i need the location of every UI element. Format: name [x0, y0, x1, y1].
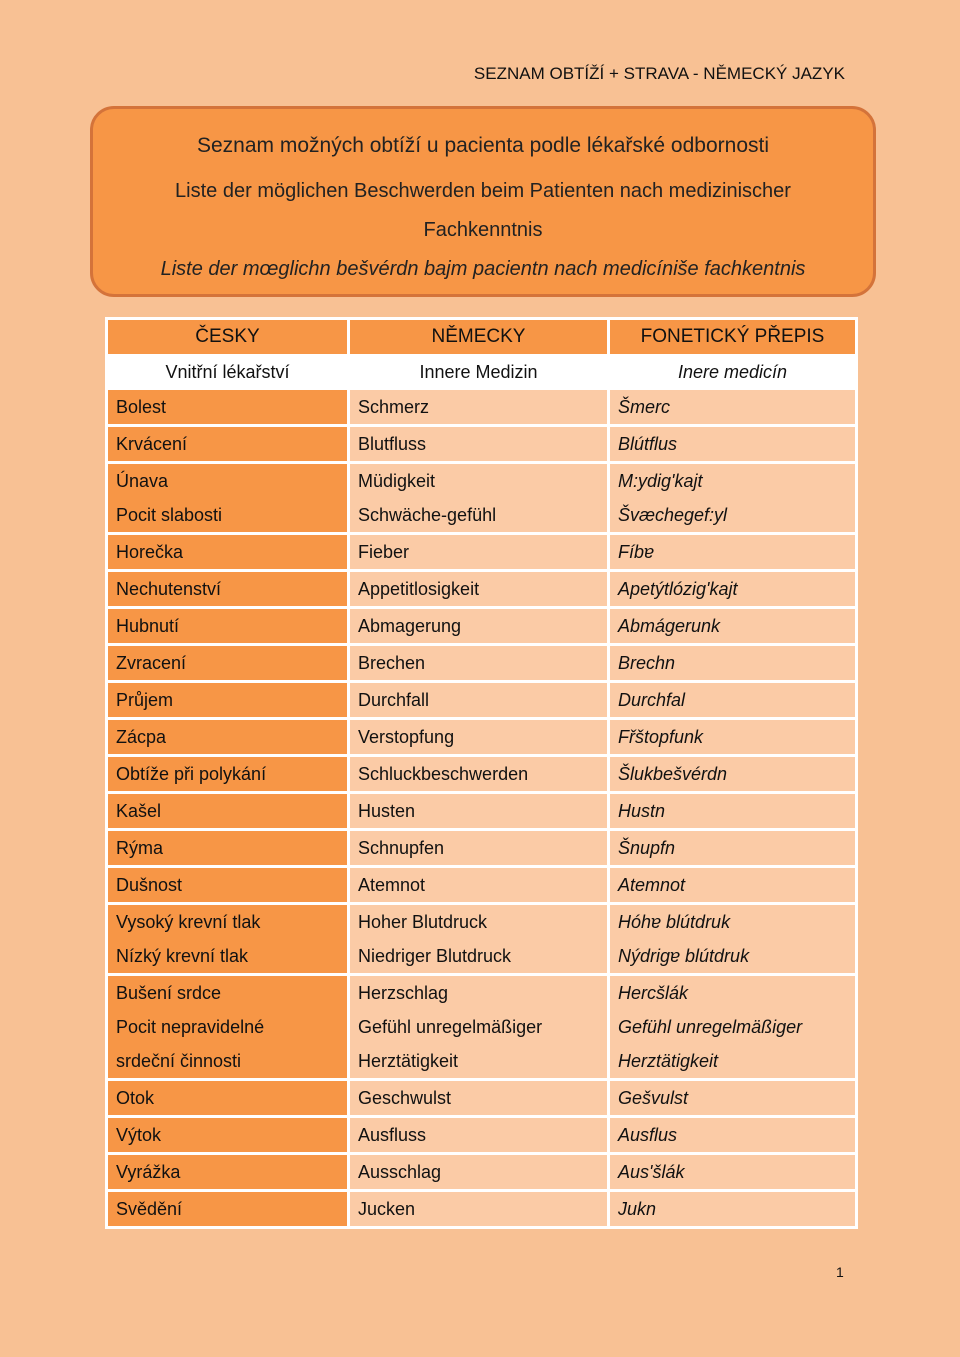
cell-line: Hustn	[618, 801, 666, 821]
cell-german	[349, 645, 609, 682]
cell-line: Husten	[358, 801, 416, 821]
title-czech: Seznam možných obtíží u pacienta podle lékařské odbornosti	[197, 134, 769, 157]
cell-line: Hóhɐ blútdruk	[618, 912, 731, 932]
cell-line: Kašel	[116, 801, 162, 821]
cell-line: Gešvulst	[618, 1088, 689, 1108]
cell-phonetic	[609, 463, 857, 534]
cell-line: Blútflus	[618, 434, 678, 454]
cell-phonetic	[609, 682, 857, 719]
cell-line: Ausflus	[618, 1125, 678, 1145]
section-row	[107, 356, 857, 389]
cell-line: Horečka	[116, 542, 184, 562]
cell-czech	[107, 426, 349, 463]
cell-czech	[107, 1080, 349, 1117]
table-row	[107, 645, 857, 682]
cell-line: Nýdrigɐ blútdruk	[618, 946, 750, 966]
cell-phonetic	[609, 904, 857, 975]
header-czech: ČESKY	[107, 319, 349, 356]
cell-line: Krvácení	[116, 434, 188, 454]
cell-czech	[107, 645, 349, 682]
cell-german	[349, 867, 609, 904]
cell-line: Apetýtlózig'kajt	[618, 579, 738, 599]
table-row	[107, 682, 857, 719]
cell-line: Herztätigkeit	[358, 1051, 459, 1071]
cell-german	[349, 463, 609, 534]
cell-phonetic	[609, 793, 857, 830]
cell-line: Jukn	[618, 1199, 657, 1219]
cell-line: Zácpa	[116, 727, 167, 747]
cell-line: Nechutenství	[116, 579, 222, 599]
cell-line: Atemnot	[618, 875, 686, 895]
cell-line: Fíbɐ	[618, 542, 655, 562]
cell-phonetic	[609, 830, 857, 867]
cell-line: Fřštopfunk	[618, 727, 704, 747]
cell-german	[349, 534, 609, 571]
cell-czech	[107, 389, 349, 426]
table-row	[107, 426, 857, 463]
table-row	[107, 571, 857, 608]
page-number: 1	[836, 1264, 844, 1280]
cell-phonetic	[609, 608, 857, 645]
cell-phonetic	[609, 719, 857, 756]
cell-czech	[107, 608, 349, 645]
cell-german	[349, 904, 609, 975]
vocabulary-table	[105, 317, 858, 1229]
cell-line: Zvracení	[116, 653, 187, 673]
cell-line: Blutfluss	[358, 434, 427, 454]
cell-german	[349, 682, 609, 719]
cell-line: Hoher Blutdruck	[358, 912, 488, 932]
cell-line: Durchfal	[618, 690, 686, 710]
cell-german	[349, 975, 609, 1080]
cell-line: Atemnot	[358, 875, 426, 895]
table-row	[107, 830, 857, 867]
cell-line: Obtíže při polykání	[116, 764, 267, 784]
cell-german	[349, 1117, 609, 1154]
cell-line: Abmagerung	[358, 616, 462, 636]
cell-german	[349, 1154, 609, 1191]
cell-line: Šlukbešvérdn	[618, 764, 728, 784]
cell-line: Verstopfung	[358, 727, 455, 747]
cell-line: Dušnost	[116, 875, 183, 895]
cell-czech	[107, 682, 349, 719]
cell-german	[349, 756, 609, 793]
cell-line: Schnupfen	[358, 838, 445, 858]
document-header-title: SEZNAM OBTÍŽÍ + STRAVA - NĚMECKÝ JAZYK	[473, 64, 845, 83]
cell-czech	[107, 904, 349, 975]
cell-czech	[107, 1191, 349, 1228]
cell-german	[349, 793, 609, 830]
table-row	[107, 793, 857, 830]
cell-czech	[107, 975, 349, 1080]
table-row	[107, 1154, 857, 1191]
cell-german	[349, 1191, 609, 1228]
cell-german	[349, 426, 609, 463]
cell-line: Únava	[116, 471, 169, 491]
cell-line: Geschwulst	[358, 1088, 452, 1108]
cell-line: Hercšlák	[618, 983, 689, 1003]
table-row	[107, 1117, 857, 1154]
cell-phonetic	[609, 975, 857, 1080]
cell-line: Výtok	[116, 1125, 162, 1145]
header-german: NĚMECKY	[349, 319, 609, 356]
cell-line: Pocit slabosti	[116, 505, 223, 525]
cell-line: Abmágerunk	[618, 616, 721, 636]
cell-czech	[107, 756, 349, 793]
section-german: Innere Medizin	[349, 356, 609, 389]
cell-line: Jucken	[358, 1199, 416, 1219]
table-row	[107, 867, 857, 904]
cell-phonetic	[609, 571, 857, 608]
table-row	[107, 1080, 857, 1117]
cell-phonetic	[609, 645, 857, 682]
cell-line: Aus'šlák	[618, 1162, 685, 1182]
cell-line: Otok	[116, 1088, 155, 1108]
cell-czech	[107, 719, 349, 756]
section-czech: Vnitřní lékařství	[107, 356, 349, 389]
cell-czech	[107, 793, 349, 830]
table-row	[107, 389, 857, 426]
cell-line: Šnupfn	[618, 838, 676, 858]
title-german: Liste der möglichen Beschwerden beim Patienten nach medizinischer Fachkenntnis	[175, 180, 791, 241]
cell-line: srdeční činnosti	[116, 1051, 242, 1071]
cell-line: Herzschlag	[358, 983, 449, 1003]
cell-line: Pocit nepravidelné	[116, 1017, 265, 1037]
cell-czech	[107, 867, 349, 904]
cell-german	[349, 571, 609, 608]
cell-line: Durchfall	[358, 690, 430, 710]
cell-line: Fieber	[358, 542, 410, 562]
cell-line: Vysoký krevní tlak	[116, 912, 261, 932]
cell-line: Brechen	[358, 653, 426, 673]
cell-line: Svědění	[116, 1199, 183, 1219]
cell-phonetic	[609, 1154, 857, 1191]
cell-line: Schluckbeschwerden	[358, 764, 529, 784]
table-row	[107, 463, 857, 534]
cell-phonetic	[609, 1191, 857, 1228]
cell-czech	[107, 571, 349, 608]
cell-czech	[107, 1117, 349, 1154]
table-row	[107, 719, 857, 756]
cell-czech	[107, 463, 349, 534]
cell-line: Schmerz	[358, 397, 430, 417]
table-row	[107, 1191, 857, 1228]
cell-line: Švæchegef:yl	[618, 505, 728, 525]
title-box	[90, 106, 876, 297]
cell-phonetic	[609, 756, 857, 793]
cell-phonetic	[609, 389, 857, 426]
cell-line: Gefühl unregelmäßiger	[358, 1017, 543, 1037]
cell-german	[349, 719, 609, 756]
cell-german	[349, 608, 609, 645]
cell-phonetic	[609, 426, 857, 463]
cell-german	[349, 830, 609, 867]
table-header-row	[107, 319, 857, 356]
cell-line: Bolest	[116, 397, 167, 417]
table-row	[107, 904, 857, 975]
table-row	[107, 608, 857, 645]
cell-phonetic	[609, 1117, 857, 1154]
cell-czech	[107, 534, 349, 571]
title-phonetic: Liste der mœglichn bešvérdn bajm pacientn nach medicíniše fachkentnis	[160, 258, 806, 280]
section-phonetic: Inere medicín	[609, 356, 857, 389]
cell-line: Gefühl unregelmäßiger	[618, 1017, 803, 1037]
cell-german	[349, 389, 609, 426]
cell-line: M:ydig'kajt	[618, 471, 703, 491]
table-row	[107, 756, 857, 793]
cell-czech	[107, 1154, 349, 1191]
cell-phonetic	[609, 867, 857, 904]
table-row	[107, 975, 857, 1080]
cell-line: Müdigkeit	[358, 471, 436, 491]
table-row	[107, 534, 857, 571]
cell-czech	[107, 830, 349, 867]
cell-line: Herztätigkeit	[618, 1051, 719, 1071]
cell-line: Bušení srdce	[116, 983, 222, 1003]
cell-line: Průjem	[116, 690, 174, 710]
cell-line: Nízký krevní tlak	[116, 946, 249, 966]
cell-line: Vyrážka	[116, 1162, 181, 1182]
cell-german	[349, 1080, 609, 1117]
cell-line: Rýma	[116, 838, 164, 858]
cell-line: Niedriger Blutdruck	[358, 946, 512, 966]
cell-line: Ausschlag	[358, 1162, 442, 1182]
cell-line: Schwäche-gefühl	[358, 505, 497, 525]
cell-line: Appetitlosigkeit	[358, 579, 480, 599]
header-phonetic: FONETICKÝ PŘEPIS	[609, 319, 857, 356]
cell-line: Ausfluss	[358, 1125, 427, 1145]
cell-line: Hubnutí	[116, 616, 180, 636]
cell-phonetic	[609, 1080, 857, 1117]
cell-line: Šmerc	[618, 397, 671, 417]
cell-phonetic	[609, 534, 857, 571]
cell-line: Brechn	[618, 653, 676, 673]
